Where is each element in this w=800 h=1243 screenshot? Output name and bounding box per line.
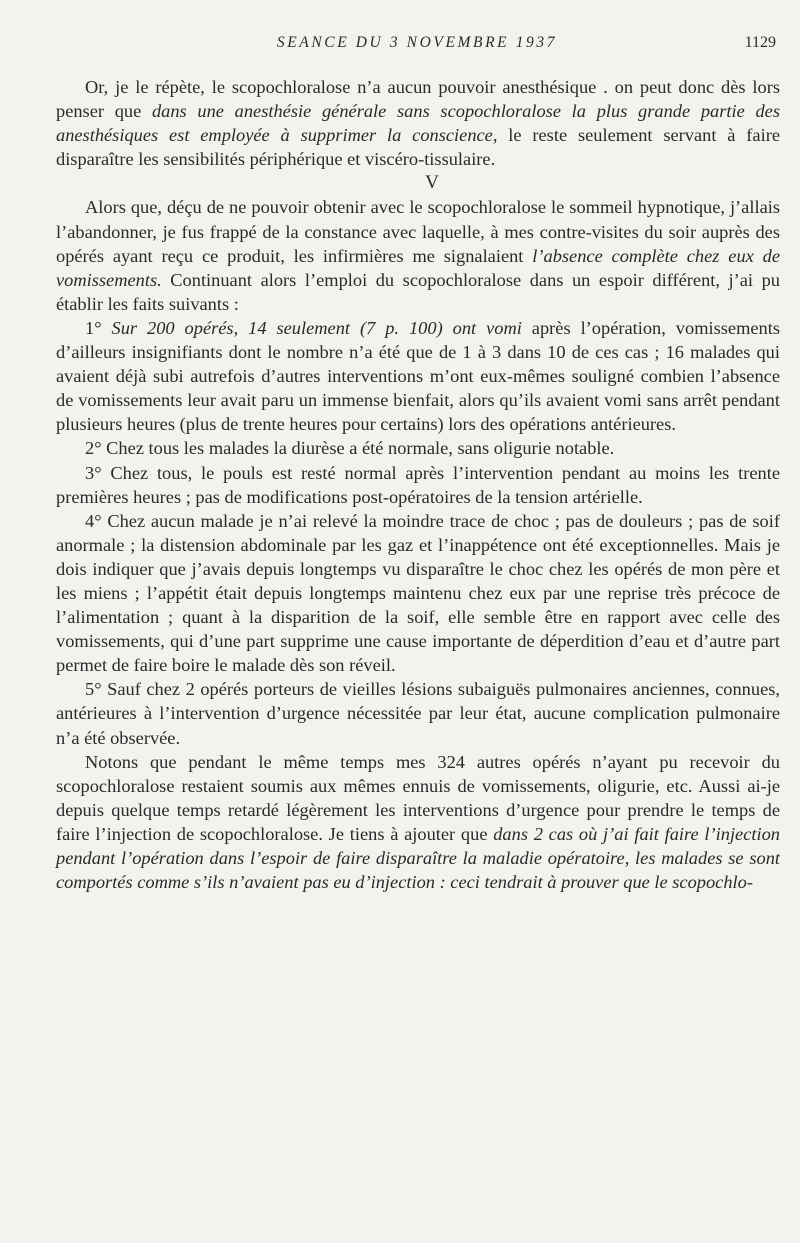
paragraph-1-text-a: Or, je le répète, le scopochloralose n’a aucun pouvoir anesthésique . on peut donc dès lors penser que [56,77,780,122]
paragraph-4: 2° Chez tous les malades la diurèse a été normale, sans oligurie notable. [85,438,615,459]
paragraph-5: 3° Chez tous, le pouls est resté normal après l’intervention pendant au moins les trente premières heures ; pas de modifications post-opératoires de la tension artérielle. [56,462,780,507]
paragraph-3-text-b: après l’opération, vomissements d’ailleurs insignifiants dont le nombre n’a été que de 1 à 3 dans 10 de ces cas ; 16 malades qui avaient déjà subi autrefois d’autres interventions m’ont eux-mêmes souligné combien l’absence de vomissements leur avait paru un immense bienfait, alors qu’ils avaient vomi sans arrêt pendant plusieurs heures (plus de trente heures pour certains) lors des opérations antérieures. [56,317,781,435]
paragraph-7: 5° Sauf chez 2 opérés porteurs de vieilles lésions subaiguës pulmonaires anciennes, connues, antérieures à l’intervention d’urgence nécessitée par leur état, aucune complication pulmonaire n’a été observée. [56,679,780,748]
paragraph-2-italic: l’absence complète chez eux de vomissements. [56,245,780,290]
paragraph-1-text-b: , le reste seulement servant à faire disparaître les sensibilités périphérique et viscéro-tissulaire. [56,125,780,170]
page-number: 1129 [744,34,776,51]
paragraph-8-italic: dans 2 cas où j’ai fait faire l’injection pendant l’opération dans l’espoir de faire disparaître la maladie opératoire, les malades se sont comportés comme s’ils n’avaient pas eu d’injection : ceci tendrait à prouver que le scopochlo- [56,823,780,893]
running-head: SEANCE DU 3 NOVEMBRE 1937 [276,34,558,51]
paragraph-3 [56,316,780,436]
paragraph-2-text-b: Continuant alors l’emploi du scopochloralose dans un espoir différent, j’ai pu établir les faits suivants : [56,269,780,314]
paragraph-3-italic: Sur 200 opérés, 14 seulement (7 p. 100) ont vomi [111,317,522,338]
paragraph-8-text-a: Notons que pendant le même temps mes 324 autres opérés n’ayant pu recevoir du scopochloralose restaient soumis aux mêmes ennuis de vomissements, oligurie, etc. Aussi ai-je depuis quelque temps retardé légèrement les interventions d’urgence pour prendre le temps de faire l’injection de scopochloralose. Je tiens à ajouter que [56,751,780,844]
paragraph-2-text-a: Alors que, déçu de ne pouvoir obtenir avec le scopochloralose le sommeil hypnotique, j’allais l’abandonner, je fus frappé de la constance avec laquelle, à mes contre-visites du soir auprès des opérés ayant reçu ce produit, les infirmières me signalaient [56,197,780,266]
paragraph-3-text-a: 1° [85,317,112,338]
paragraph-6: 4° Chez aucun malade je n’ai relevé la moindre trace de choc ; pas de douleurs ; pas de soif anormale ; la distension abdominale par les gaz et l’inappétence ont été exceptionnelles. Mais je dois indiquer que j’avais depuis longtemps vu disparaître le choc chez les opérés de mon père et les miens ; l’appétit était depuis longtemps maintenu chez eux par une reprise très précoce de l’alimentation ; quant à la disparition de la soif, elle semble être en rapport avec celle des vomissements, qui d’une part supprime une cause importante de déperdition d’eau et d’autre part permet de faire boire le malade dès son réveil. [56,510,780,676]
body-text [56,75,780,894]
section-heading: V [425,172,440,194]
page-header [58,34,776,58]
paragraph-8 [56,750,780,895]
paragraph-2 [56,195,780,315]
paragraph-1 [56,75,780,171]
paragraph-1-italic: dans une anesthésie générale sans scopochloralose la plus grande partie des anesthésiques est employée à supprimer la conscience [56,101,780,146]
